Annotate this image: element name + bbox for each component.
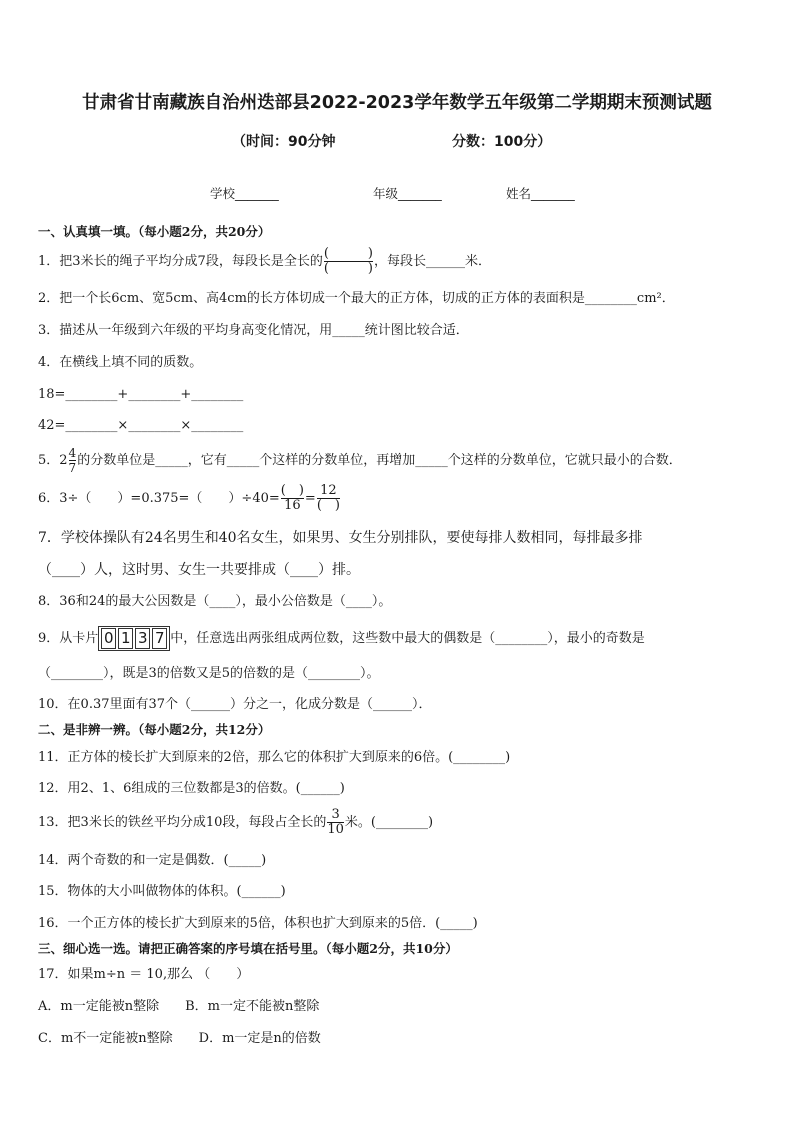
q13-text-b: 米。(________): [344, 815, 434, 830]
question-17-options-cd: C．m不一定能被n整除 D．m一定是n的倍数: [38, 1031, 321, 1046]
question-17: 17．如果m÷n ＝ 10,那么 （ ）: [38, 967, 250, 982]
section-3-heading: 三、细心选一选。请把正确答案的序号填在括号里。（每小题2分，共10分）: [38, 941, 458, 956]
q6-fraction-1: [281, 484, 304, 513]
q9-card-group: [98, 626, 170, 651]
exam-score: 分数：100分）: [452, 134, 552, 150]
school-field: 学校_______: [210, 186, 279, 201]
q1-text-a: 1．把3米长的绳子平均分成7段，每段长是全长的: [38, 254, 323, 269]
q1-numerator: ( ): [323, 246, 373, 261]
card: 1: [118, 628, 133, 649]
question-9: [38, 626, 645, 651]
q6-fraction-2: [317, 484, 340, 513]
q5-fraction: [69, 446, 77, 475]
question-1: [38, 247, 491, 276]
q6-numerator-2: 12: [320, 483, 337, 498]
question-9-line-b: （________），既是3的倍数又是5的倍数的是（________）。: [38, 666, 380, 681]
q13-fraction: [327, 808, 344, 837]
q6-text: 6．3÷（ ）=0.375=（ ）÷40=: [38, 491, 280, 506]
exam-time: （时间：90分钟: [232, 134, 336, 150]
q1-fraction: [324, 247, 373, 276]
question-3: 3．描述从一年级到六年级的平均身高变化情况，用_____统计图比较合适．: [38, 323, 469, 338]
question-4: 4．在横线上填不同的质数。: [38, 355, 203, 370]
q9-text-b: 中，任意选出两张组成两位数，这些数中最大的偶数是（________），最小的奇数是: [170, 631, 645, 646]
question-17-options-ab: A．m一定能被n整除 B．m一定不能被n整除: [38, 999, 320, 1014]
q5-numerator: 4: [68, 446, 77, 460]
question-15: 15．物体的大小叫做物体的体积。(______): [38, 884, 286, 899]
question-7-line-b: （____）人，这时男、女生一共要排成（____）排。: [38, 562, 360, 578]
question-6: [38, 484, 341, 513]
question-4-line-a: 18=________+________+________: [38, 387, 244, 402]
card: 3: [135, 628, 150, 649]
card: 7: [152, 628, 167, 649]
question-12: 12．用2、1、6组成的三位数都是3的倍数。(______): [38, 781, 345, 796]
question-10: 10．在0.37里面有37个（______）分之一，化成分数是（______）．: [38, 697, 432, 712]
name-field: 姓名_______: [506, 186, 575, 201]
q1-denominator: ( ): [323, 261, 373, 276]
q6-denominator-2: ( ): [316, 498, 340, 513]
question-2: 2．把一个长6cm、宽5cm、高4cm的长方体切成一个最大的正方体，切成的正方体的表面积是________cm²．: [38, 291, 675, 306]
q5-denominator: 7: [68, 461, 77, 475]
q6-denominator-1: 16: [284, 498, 301, 513]
question-8: 8．36和24的最大公因数是（____），最小公倍数是（____）。: [38, 594, 392, 609]
q13-denominator: 10: [327, 822, 344, 837]
question-11: 11．正方体的棱长扩大到原来的2倍，那么它的体积扩大到原来的6倍。(________): [38, 750, 511, 765]
grade-field: 年级_______: [373, 186, 442, 201]
q1-text-b: ，每段长______米．: [373, 254, 491, 269]
card: 0: [101, 628, 116, 649]
q5-text-a: 5．2: [38, 453, 68, 468]
section-1-heading: 一、认真填一填。（每小题2分，共20分）: [38, 224, 271, 239]
section-2-heading: 二、是非辨一辨。（每小题2分，共12分）: [38, 722, 271, 737]
q6-numerator-1: ( ): [280, 483, 304, 498]
question-13: [38, 808, 433, 837]
q13-text-a: 13．把3米长的铁丝平均分成10段，每段占全长的: [38, 815, 327, 830]
question-16: 16．一个正方体的棱长扩大到原来的5倍，体积也扩大到原来的5倍．(_____): [38, 916, 478, 931]
question-14: 14．两个奇数的和一定是偶数．(_____): [38, 853, 267, 868]
page-title: 甘肃省甘南藏族自治州迭部县2022-2023学年数学五年级第二学期期末预测试题: [82, 93, 712, 113]
question-5: [38, 446, 682, 475]
q6-equals: =: [304, 491, 316, 506]
q13-numerator: 3: [331, 807, 340, 822]
q9-text-a: 9．从卡片: [38, 631, 99, 646]
question-4-line-b: 42=________×________×________: [38, 418, 244, 433]
question-7-line-a: 7．学校体操队有24名男生和40名女生，如果男、女生分别排队，要使每排人数相同，每排最多排: [38, 530, 643, 546]
q5-text-b: 的分数单位是_____，它有_____个这样的分数单位，再增加_____个这样的分数单位，它就只最小的合数．: [77, 453, 682, 468]
